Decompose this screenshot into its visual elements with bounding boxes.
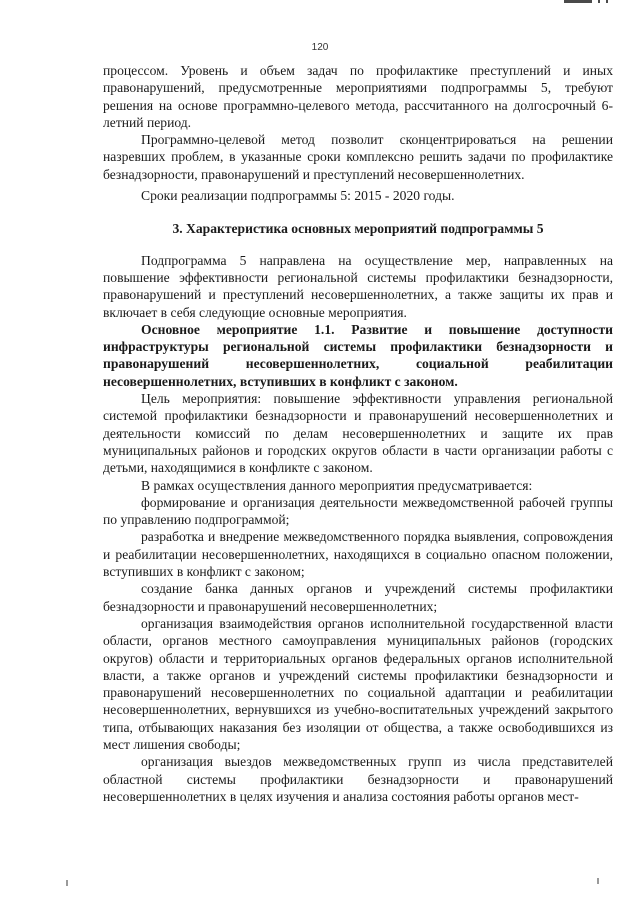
scan-artifact bbox=[597, 878, 599, 884]
paragraph-subprogram-direction: Подпрограмма 5 направлена на осуществление мер, направленных на повышение эффективности региональной системы профилактики безнадзорности, правонарушений и преступлений несовершеннолетних, а также защиты их прав и включает в себя следующие основные мероприятия. bbox=[103, 252, 613, 320]
paragraph-activity-scope: В рамках осуществления данного мероприятия предусматривается: bbox=[141, 477, 533, 493]
paragraph-activity-goal: Цель мероприятия: повышение эффективности управления региональной системой профилактики безнадзорности и правонарушений несовершеннолетних и деятельности комиссий по делам несовершеннолетних и защите их прав муниципальных районов и городских округов области в части организации работы с детьми, находящимися в конфликте с законом. bbox=[103, 391, 613, 476]
page-number: 120 bbox=[311, 42, 329, 53]
scan-corner-mark bbox=[564, 0, 612, 4]
paragraph-implementation-period: Сроки реализации подпрограммы 5: 2015 - 2020 годы. bbox=[141, 188, 455, 204]
section-heading: 3. Характеристика основных мероприятий подпрограммы 5 bbox=[172, 221, 544, 237]
list-item-field-visits: организация выездов межведомственных групп из числа представителей областной системы профилактики безнадзорности и правонарушений несовершеннолетних в целях изучения и анализа состояния работы органов мест- bbox=[103, 754, 613, 804]
list-item-data-bank: создание банка данных органов и учреждений системы профилактики безнадзорности и правонарушений несовершеннолетних; bbox=[103, 581, 613, 614]
list-item-identification-procedure: разработка и внедрение межведомственного порядка выявления, сопровождения и реабилитации несовершеннолетних, находящихся в социально опасном положении, вступивших в конфликт с законом; bbox=[103, 529, 613, 580]
paragraph-continuation: процессом. Уровень и объем задач по профилактике преступлений и иных правонарушений, предусмотренные мероприятиями подпрограммы 5, требуют решения на основе программно-целевого метода, рассчитанного на долгосрочный 6-летний период. bbox=[103, 63, 613, 130]
document-body bbox=[103, 62, 613, 805]
paragraph-program-target-method: Программно-целевой метод позволит сконцентрироваться на решении назревших проблем, в указанные сроки комплексно решить задачи по профилактике безнадзорности, правонарушений и преступлений несовершеннолетних. bbox=[103, 132, 613, 182]
list-item-interaction: организация взаимодействия органов исполнительной государственной власти области, органов местного самоуправления муниципальных районов (городских округов) области и территориальных органов федеральных органов исполнительной власти, а также органов и учреждений системы профилактики безнадзорности и правонарушений несовершеннолетних по социальной адаптации и реабилитации несовершеннолетних, вернувшихся из учебно-воспитательных учреждений закрытого типа, отбывающих наказания без изоляции от общества, а также освободившихся из мест лишения свободы; bbox=[103, 615, 613, 752]
scan-artifact bbox=[66, 880, 68, 886]
main-activity-title: Основное мероприятие 1.1. Развитие и повышение доступности инфраструктуры региональной системы профилактики безнадзорности и правонарушений несовершеннолетних, социальной реабилитации несовершеннолетних, вступивших в конфликт с законом. bbox=[103, 321, 613, 389]
list-item-working-group: формирование и организация деятельности межведомственной рабочей группы по управлению подпрограммой; bbox=[103, 494, 613, 528]
